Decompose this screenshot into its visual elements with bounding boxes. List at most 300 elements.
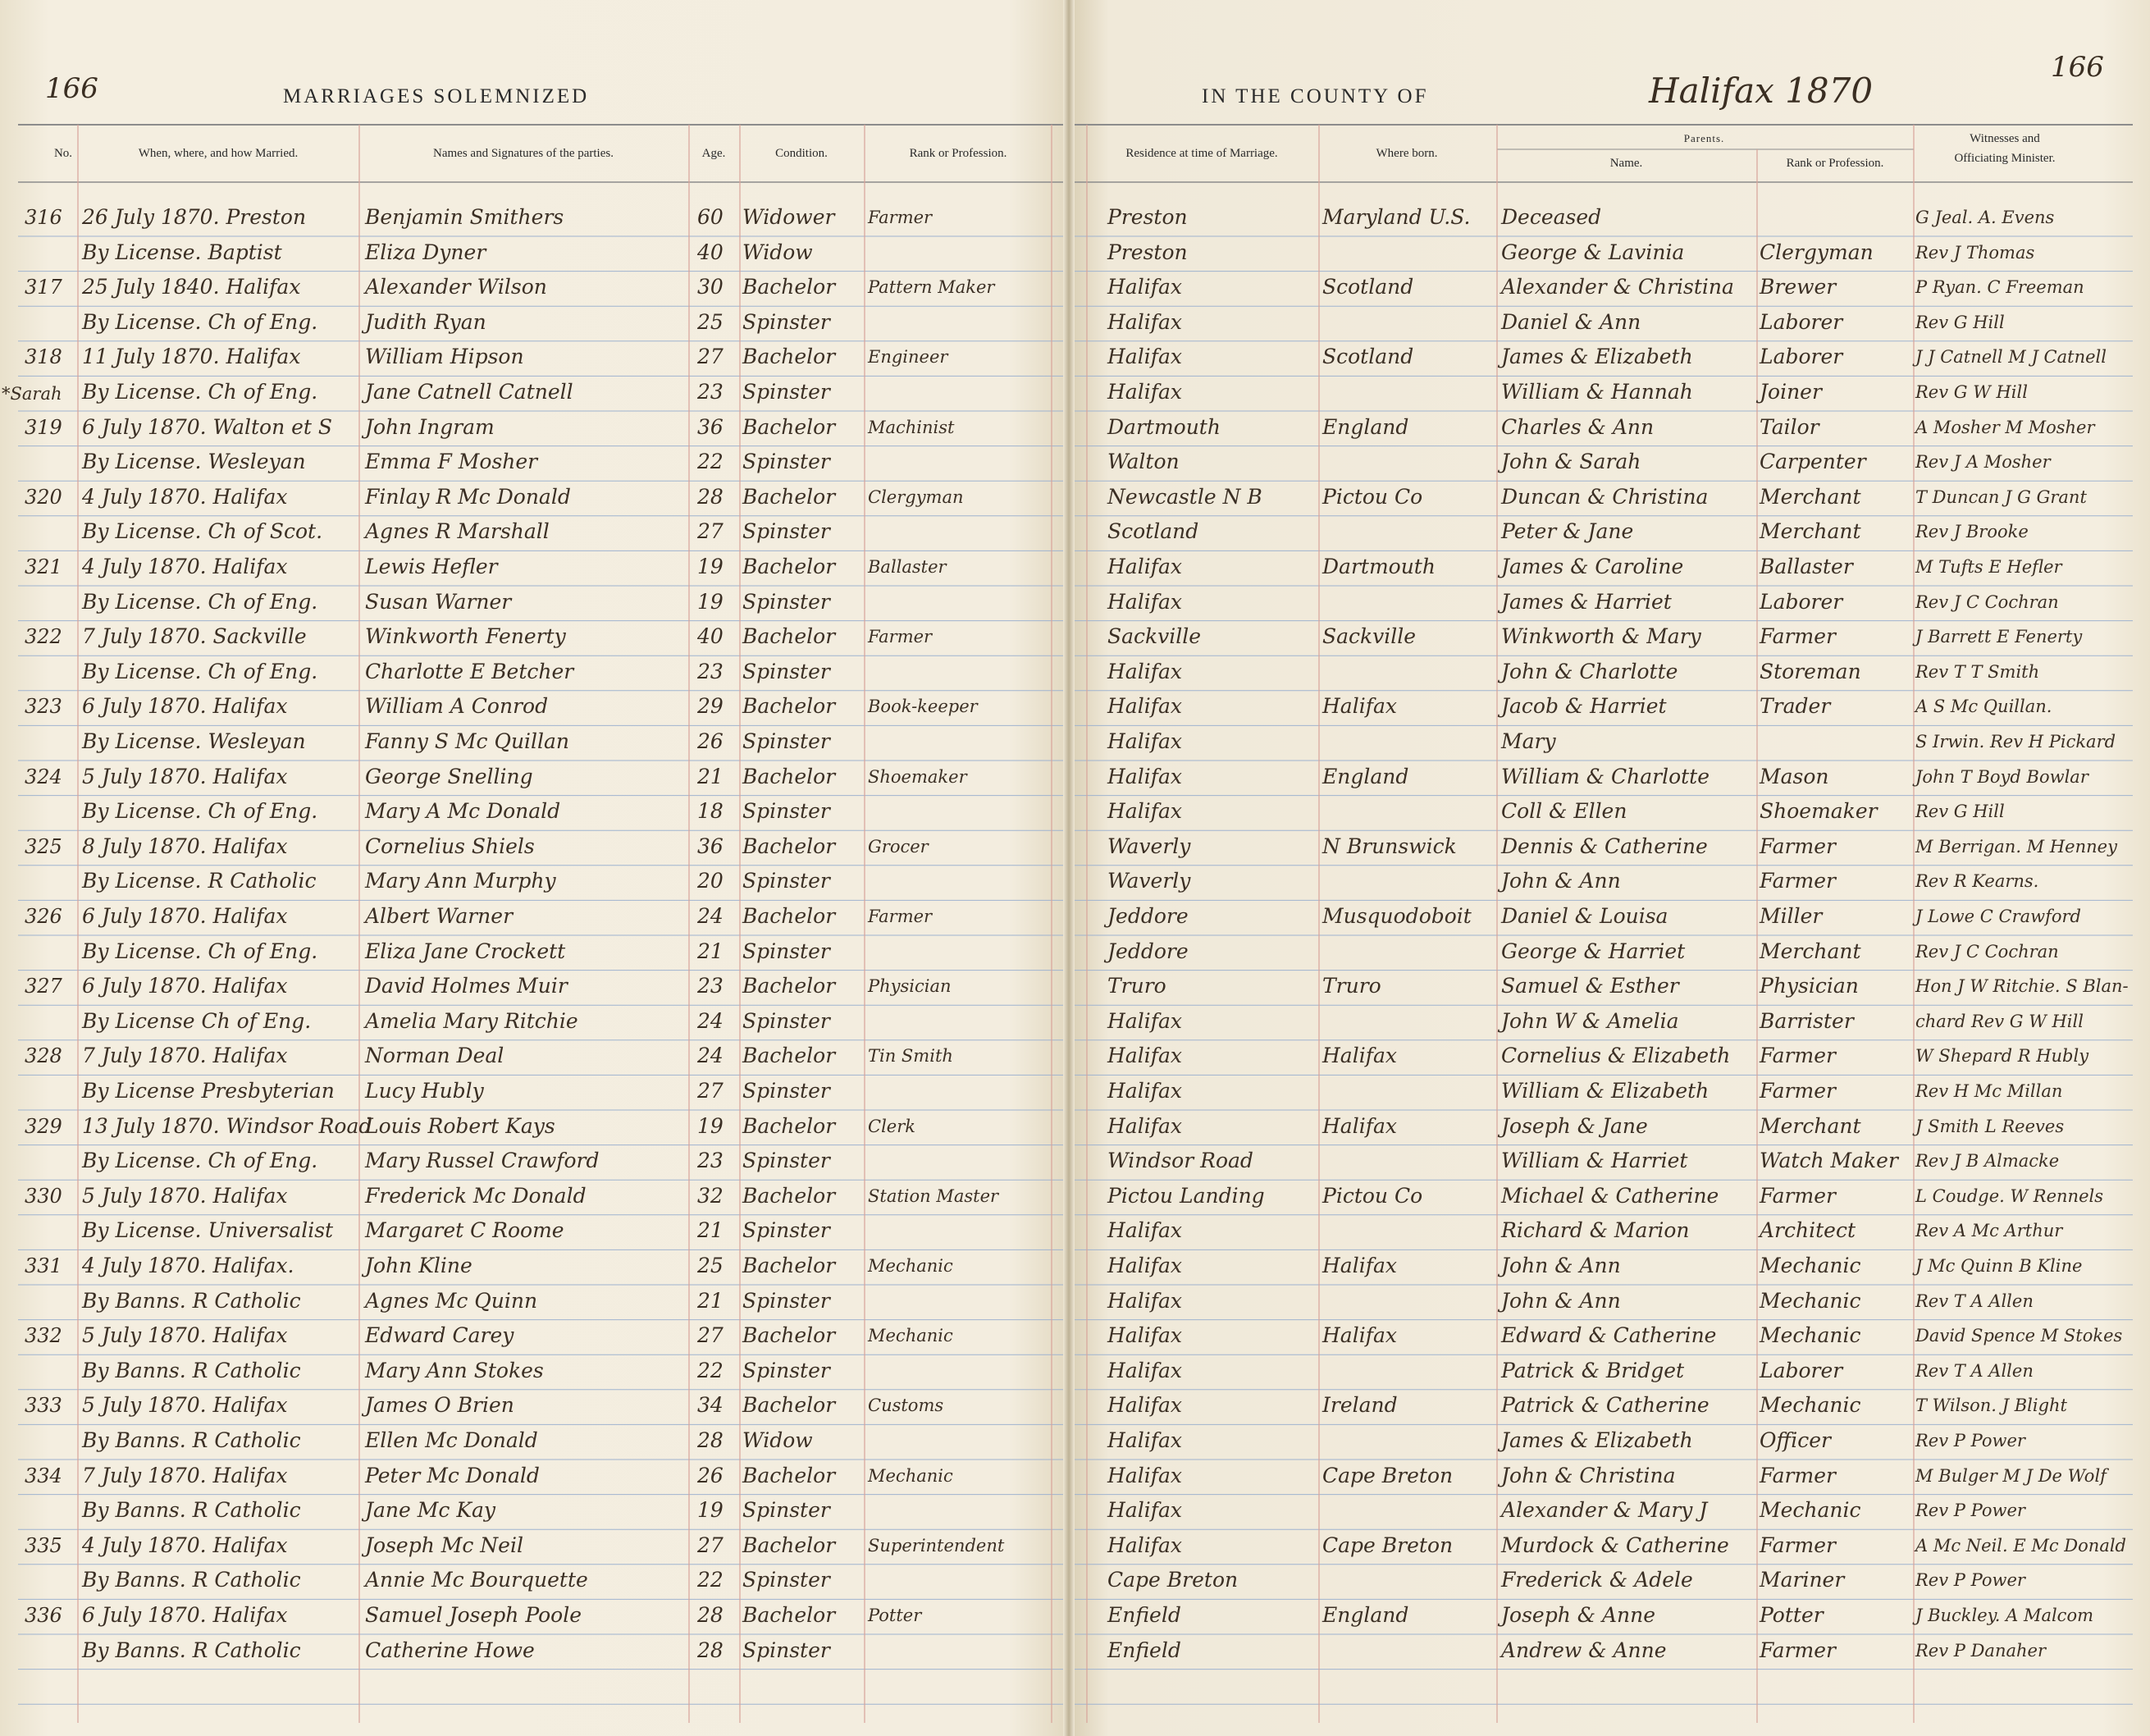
entry-name: William A Conrod [365, 694, 549, 719]
entry-prank: Farmer [1760, 1533, 1836, 1557]
entry-name: Peter Mc Donald [365, 1463, 540, 1487]
entry-age: 22 [697, 450, 724, 474]
margin-note: *Sarah [2, 384, 62, 404]
entry-no: 329 [25, 1114, 62, 1138]
entry-no: 321 [25, 555, 62, 578]
entry-rank: Potter [868, 1606, 922, 1625]
entry-cond: Spinster [742, 659, 830, 683]
col-head-age: Age. [701, 147, 726, 160]
entry-name: David Holmes Muir [365, 974, 568, 998]
entry-no: 328 [25, 1044, 62, 1068]
entry-name: Winkworth Fenerty [365, 624, 566, 649]
entry-rank: Clerk [868, 1116, 915, 1136]
entry-prank: Mason [1760, 764, 1829, 788]
entry-res: Halifax [1107, 1428, 1182, 1452]
entry-age: 27 [697, 1533, 724, 1557]
entry-cond: Bachelor [742, 624, 836, 649]
entry-rank: Engineer [868, 347, 948, 368]
entry-res: Sackville [1107, 624, 1202, 649]
entry-prank: Potter [1760, 1603, 1824, 1627]
entry-when: 4 July 1870. Halifax [82, 1533, 288, 1557]
entry-age: 28 [697, 1638, 724, 1662]
entry-prank: Merchant [1760, 939, 1861, 963]
entry-when: 4 July 1870. Halifax [82, 484, 288, 509]
entry-cond: Widow [742, 240, 813, 264]
entry-cond: Spinster [742, 1079, 830, 1103]
entry-name: Fanny S Mc Quillan [365, 729, 570, 753]
entry-when: By License. Ch of Scot. [82, 519, 323, 544]
entry-age: 30 [697, 275, 724, 299]
entry-no: 336 [25, 1604, 62, 1627]
entry-no: 320 [25, 485, 62, 509]
entry-wit: Rev G Hill [1915, 802, 2005, 822]
entry-wit: A Mc Neil. E Mc Donald [1915, 1535, 2126, 1556]
entry-wit: Rev T T Smith [1915, 661, 2040, 682]
entry-rank: Machinist [868, 417, 955, 437]
entry-rank: Book-keeper [868, 697, 978, 717]
entry-cond: Spinster [742, 1149, 830, 1173]
entry-born: Scotland [1322, 345, 1414, 369]
entry-wit: Hon J W Ritchie. S Blan- [1915, 976, 2129, 997]
entry-res: Halifax [1107, 1254, 1182, 1277]
entry-name: Finlay R Mc Donald [365, 484, 571, 509]
entry-cond: Bachelor [742, 904, 836, 928]
entry-age: 23 [697, 974, 724, 998]
entry-age: 21 [697, 764, 724, 788]
entry-wit: J J Catnell M J Catnell [1915, 347, 2107, 368]
entry-born: Sackville [1322, 624, 1417, 649]
entry-wit: T Duncan J G Grant [1915, 487, 2087, 507]
entry-cond: Bachelor [742, 974, 836, 998]
entry-when: 8 July 1870. Halifax [82, 834, 288, 858]
entry-parents: Alexander & Christina [1501, 275, 1734, 299]
entry-parents: Charles & Ann [1501, 414, 1655, 439]
entry-when: 26 July 1870. Preston [82, 205, 307, 229]
entry-parents: Daniel & Ann [1501, 309, 1641, 334]
entry-when: 13 July 1870. Windsor Road [82, 1113, 372, 1138]
entry-age: 19 [697, 555, 724, 578]
entry-age: 28 [697, 484, 724, 509]
entry-cond: Widow [742, 1428, 813, 1452]
entry-when: By Banns. R Catholic [82, 1358, 301, 1382]
entry-when: 7 July 1870. Halifax [82, 1044, 288, 1068]
entry-name: Norman Deal [365, 1044, 504, 1068]
entry-prank: Clergyman [1760, 240, 1874, 264]
col-head-residence: Residence at time of Marriage. [1125, 147, 1278, 160]
entry-prank: Laborer [1760, 589, 1843, 614]
entry-age: 24 [697, 1044, 724, 1068]
entry-when: By License. Ch of Eng. [82, 1149, 318, 1173]
entry-wit: Rev P Power [1915, 1570, 2025, 1591]
entry-born: England [1322, 1603, 1409, 1627]
book-gutter [1063, 0, 1075, 1736]
entry-when: By License. Ch of Eng. [82, 309, 318, 334]
entry-prank: Farmer [1760, 1079, 1836, 1103]
entry-cond: Spinster [742, 799, 830, 824]
entry-born: Halifax [1322, 1113, 1397, 1138]
entry-parents: Patrick & Catherine [1501, 1393, 1710, 1418]
entry-no: 322 [25, 625, 62, 649]
entry-cond: Widower [742, 205, 835, 229]
entry-when: By License. Ch of Eng. [82, 659, 318, 683]
entry-parents: Duncan & Christina [1501, 484, 1709, 509]
entry-born: Maryland U.S. [1322, 205, 1471, 229]
entry-born: Halifax [1322, 694, 1397, 719]
entry-cond: Bachelor [742, 1044, 836, 1068]
entry-rank: Farmer [868, 627, 933, 647]
entry-res: Enfield [1107, 1603, 1181, 1627]
entry-wit: L Coudge. W Rennels [1915, 1186, 2103, 1206]
entry-res: Halifax [1107, 1113, 1182, 1138]
entry-born: Halifax [1322, 1323, 1397, 1348]
entry-rank: Grocer [868, 836, 929, 857]
col-head-names: Names and Signatures of the parties. [433, 147, 614, 160]
col-head-parents-name: Name. [1609, 157, 1643, 170]
entry-name: Emma F Mosher [365, 450, 538, 474]
entry-wit: Rev G W Hill [1915, 382, 2028, 402]
entry-prank: Laborer [1760, 345, 1843, 369]
entry-cond: Bachelor [742, 345, 836, 369]
entry-wit: Rev T A Allen [1915, 1291, 2034, 1311]
entry-when: By Banns. R Catholic [82, 1638, 301, 1662]
entry-res: Jeddore [1107, 939, 1189, 963]
entry-wit: Rev H Mc Millan [1915, 1081, 2063, 1101]
entry-name: James O Brien [365, 1393, 514, 1418]
entry-when: By License. R Catholic [82, 869, 317, 893]
entry-prank: Barrister [1760, 1008, 1854, 1033]
entry-prank: Farmer [1760, 624, 1836, 649]
entry-wit: P Ryan. C Freeman [1915, 277, 2084, 298]
entry-prank: Ballaster [1760, 555, 1853, 578]
entry-no: 331 [25, 1254, 62, 1277]
entry-parents: John & Ann [1501, 869, 1621, 893]
entry-no: 325 [25, 834, 62, 858]
entry-wit: S Irwin. Rev H Pickard [1915, 732, 2116, 752]
entry-parents: James & Harriet [1501, 589, 1672, 614]
entry-wit: M Berrigan. M Henney [1915, 836, 2117, 857]
entry-no: 327 [25, 975, 62, 998]
entry-parents: John & Charlotte [1501, 659, 1678, 683]
entry-res: Pictou Landing [1107, 1183, 1265, 1208]
entry-prank: Trader [1760, 694, 1831, 719]
entry-when: By License. Ch of Eng. [82, 589, 318, 614]
entry-prank: Mechanic [1760, 1323, 1861, 1348]
county-name: Halifax 1870 [1649, 71, 1874, 111]
entry-res: Halifax [1107, 729, 1182, 753]
entry-no: 333 [25, 1394, 62, 1418]
entry-res: Halifax [1107, 1358, 1182, 1382]
entry-cond: Bachelor [742, 1254, 836, 1277]
entry-name: Alexander Wilson [365, 275, 547, 299]
entry-res: Halifax [1107, 1463, 1182, 1487]
entry-parents: Samuel & Esther [1501, 974, 1679, 998]
page-title-left: MARRIAGES SOLEMNIZED [283, 85, 590, 107]
entry-parents: Deceased [1501, 205, 1602, 229]
entry-when: By License. Baptist [82, 240, 282, 264]
entry-name: Agnes Mc Quinn [365, 1288, 538, 1313]
entry-age: 27 [697, 345, 724, 369]
entry-age: 60 [697, 205, 724, 229]
entry-wit: G Jeal. A. Evens [1915, 208, 2055, 227]
entry-age: 27 [697, 1079, 724, 1103]
entry-res: Truro [1107, 974, 1166, 998]
entry-no: 334 [25, 1464, 62, 1487]
entry-wit: Rev J C Cochran [1915, 941, 2059, 962]
entry-cond: Spinster [742, 869, 830, 893]
entry-born: Halifax [1322, 1044, 1397, 1068]
entry-no: 323 [25, 695, 62, 719]
entry-prank: Officer [1760, 1428, 1831, 1452]
entry-when: 5 July 1870. Halifax [82, 1183, 288, 1208]
entry-when: 6 July 1870. Walton et S [82, 414, 333, 439]
entry-age: 26 [697, 1463, 724, 1487]
entry-age: 19 [697, 589, 724, 614]
entry-parents: William & Harriet [1501, 1149, 1688, 1173]
entry-no: 330 [25, 1184, 62, 1208]
entry-wit: J Buckley. A Malcom [1915, 1606, 2094, 1625]
entry-no: 324 [25, 765, 62, 788]
entry-parents: James & Caroline [1501, 555, 1684, 578]
entry-name: Lucy Hubly [365, 1079, 484, 1103]
entry-born: Halifax [1322, 1254, 1397, 1277]
entry-prank: Farmer [1760, 1638, 1836, 1662]
entry-prank: Shoemaker [1760, 799, 1878, 824]
entry-res: Halifax [1107, 1393, 1182, 1418]
entry-name: Frederick Mc Donald [365, 1183, 587, 1208]
entry-age: 36 [697, 414, 724, 439]
entry-wit: J Smith L Reeves [1915, 1116, 2065, 1136]
entry-wit: Rev P Power [1915, 1501, 2025, 1521]
col-head-parents: Parents. [1683, 132, 1725, 144]
entry-name: Mary Ann Murphy [365, 869, 556, 893]
entry-name: Jane Mc Kay [365, 1498, 496, 1523]
page-title-right: IN THE COUNTY OF [1202, 85, 1429, 107]
entry-res: Cape Breton [1107, 1568, 1239, 1592]
entry-parents: Jacob & Harriet [1501, 694, 1667, 719]
entry-wit: M Bulger M J De Wolf [1915, 1465, 2107, 1486]
entry-parents: William & Hannah [1501, 380, 1693, 404]
entry-res: Halifax [1107, 1044, 1182, 1068]
entry-rank: Customs [868, 1396, 944, 1416]
entry-age: 24 [697, 904, 724, 928]
entry-no: 316 [25, 206, 62, 229]
entry-parents: Andrew & Anne [1501, 1638, 1667, 1662]
entry-when: By License. Ch of Eng. [82, 939, 318, 963]
entry-parents: William & Elizabeth [1501, 1079, 1710, 1103]
entry-wit: A Mosher M Mosher [1915, 417, 2095, 437]
entry-born: Pictou Co [1322, 1183, 1423, 1208]
entry-age: 25 [697, 309, 724, 334]
entry-cond: Spinster [742, 589, 830, 614]
entry-cond: Bachelor [742, 275, 836, 299]
entry-res: Halifax [1107, 764, 1182, 788]
entry-wit: Rev T A Allen [1915, 1360, 2034, 1381]
entry-name: Catherine Howe [365, 1638, 535, 1662]
entry-prank: Merchant [1760, 1113, 1861, 1138]
entry-parents: Coll & Ellen [1501, 799, 1627, 824]
entry-age: 28 [697, 1428, 724, 1452]
entry-born: Truro [1322, 974, 1381, 998]
entry-wit: John T Boyd Bowlar [1915, 766, 2088, 787]
entry-res: Halifax [1107, 309, 1182, 334]
entry-prank: Farmer [1760, 1183, 1836, 1208]
entry-when: By License. Ch of Eng. [82, 799, 318, 824]
entry-res: Halifax [1107, 1533, 1182, 1557]
entry-wit: Rev G Hill [1915, 312, 2005, 332]
col-head-when: When, where, and how Married. [138, 147, 299, 160]
entry-age: 22 [697, 1358, 724, 1382]
entry-born: Cape Breton [1322, 1463, 1454, 1487]
entry-wit: Rev R Kearns. [1915, 871, 2039, 892]
entry-res: Waverly [1107, 869, 1191, 893]
entry-name: George Snelling [365, 764, 533, 788]
entry-when: By License. Wesleyan [82, 450, 306, 474]
entry-age: 23 [697, 659, 724, 683]
entry-when: By Banns. R Catholic [82, 1498, 301, 1523]
entry-name: John Kline [365, 1254, 472, 1277]
entry-cond: Spinster [742, 380, 830, 404]
entry-no: 332 [25, 1324, 62, 1348]
entry-cond: Bachelor [742, 1323, 836, 1348]
entry-age: 29 [697, 694, 724, 719]
entry-age: 22 [697, 1568, 724, 1592]
entry-name: Susan Warner [365, 589, 512, 614]
entry-born: England [1322, 764, 1409, 788]
entry-born: N Brunswick [1322, 834, 1457, 858]
entry-when: 5 July 1870. Halifax [82, 764, 288, 788]
entry-prank: Architect [1760, 1218, 1856, 1243]
entry-rank: Ballaster [868, 557, 947, 577]
entry-name: William Hipson [365, 345, 524, 369]
entry-name: Mary Ann Stokes [365, 1358, 544, 1382]
entry-no: 318 [25, 345, 62, 369]
entry-name: Cornelius Shiels [365, 834, 535, 858]
col-head-condition: Condition. [775, 147, 828, 160]
entry-name: Joseph Mc Neil [365, 1533, 523, 1557]
entry-rank: Physician [868, 976, 952, 997]
entry-rank: Farmer [868, 907, 933, 926]
entry-wit: M Tufts E Hefler [1915, 557, 2062, 577]
entry-name: Eliza Jane Crockett [365, 939, 566, 963]
entry-wit: A S Mc Quillan. [1915, 697, 2052, 717]
entry-name: Margaret C Roome [365, 1218, 564, 1243]
entry-age: 21 [697, 1218, 724, 1243]
col-head-rank: Rank or Profession. [909, 147, 1007, 160]
entry-when: 4 July 1870. Halifax [82, 555, 288, 578]
entry-prank: Mechanic [1760, 1288, 1861, 1313]
entry-age: 21 [697, 939, 724, 963]
entry-age: 34 [697, 1393, 724, 1418]
entry-cond: Bachelor [742, 1113, 836, 1138]
entry-cond: Bachelor [742, 1463, 836, 1487]
entry-res: Halifax [1107, 1008, 1182, 1033]
entry-wit: J Mc Quinn B Kline [1915, 1256, 2083, 1276]
entry-cond: Bachelor [742, 1183, 836, 1208]
entry-born: Cape Breton [1322, 1533, 1454, 1557]
entry-prank: Merchant [1760, 484, 1861, 509]
entry-cond: Spinster [742, 939, 830, 963]
entry-res: Newcastle N B [1107, 484, 1262, 509]
entry-name: Judith Ryan [365, 309, 486, 334]
entry-born: Ireland [1322, 1393, 1398, 1418]
entry-parents: John & Ann [1501, 1254, 1621, 1277]
entry-cond: Bachelor [742, 834, 836, 858]
entry-name: Lewis Hefler [365, 555, 498, 578]
entry-when: 25 July 1840. Halifax [82, 275, 301, 299]
entry-age: 36 [697, 834, 724, 858]
col-head-witnesses-1: Witnesses and [1970, 132, 2040, 145]
entry-wit: Rev J B Almacke [1915, 1151, 2060, 1172]
entry-no: 326 [25, 905, 62, 928]
entry-res: Preston [1107, 205, 1188, 229]
entry-prank: Farmer [1760, 1044, 1836, 1068]
entry-age: 28 [697, 1603, 724, 1627]
entry-no: 319 [25, 415, 62, 439]
entry-name: Ellen Mc Donald [365, 1428, 538, 1452]
entry-born: Dartmouth [1322, 555, 1436, 578]
entry-wit: Rev J C Cochran [1915, 592, 2059, 612]
entry-when: 6 July 1870. Halifax [82, 904, 288, 928]
entry-cond: Spinster [742, 1008, 830, 1033]
entry-prank: Mechanic [1760, 1498, 1861, 1523]
entry-cond: Spinster [742, 1218, 830, 1243]
entry-age: 23 [697, 1149, 724, 1173]
entry-parents: Dennis & Catherine [1501, 834, 1708, 858]
entry-cond: Bachelor [742, 764, 836, 788]
entry-age: 19 [697, 1113, 724, 1138]
entry-age: 26 [697, 729, 724, 753]
entry-age: 27 [697, 1323, 724, 1348]
entry-cond: Spinster [742, 1638, 830, 1662]
entry-res: Halifax [1107, 1079, 1182, 1103]
entry-born: Pictou Co [1322, 484, 1423, 509]
entry-name: Mary Russel Crawford [365, 1149, 600, 1173]
entry-cond: Spinster [742, 450, 830, 474]
entry-cond: Bachelor [742, 555, 836, 578]
entry-res: Halifax [1107, 659, 1182, 683]
entry-res: Waverly [1107, 834, 1191, 858]
col-head-witnesses-2: Officiating Minister. [1954, 152, 2056, 165]
entry-rank: Pattern Maker [868, 277, 995, 298]
entry-wit: Rev J Brooke [1915, 522, 2029, 542]
entry-parents: Daniel & Louisa [1501, 904, 1668, 928]
entry-parents: Joseph & Jane [1501, 1113, 1648, 1138]
entry-res: Halifax [1107, 380, 1182, 404]
entry-parents: Mary [1501, 729, 1556, 753]
entry-born: Scotland [1322, 275, 1414, 299]
entry-res: Halifax [1107, 1288, 1182, 1313]
entry-parents: Richard & Marion [1501, 1218, 1690, 1243]
entry-when: 7 July 1870. Sackville [82, 624, 307, 649]
entry-rank: Clergyman [868, 487, 964, 507]
entry-rank: Shoemaker [868, 766, 967, 787]
entry-parents: Patrick & Bridget [1501, 1358, 1685, 1382]
entry-name: Edward Carey [365, 1323, 514, 1348]
entry-wit: David Spence M Stokes [1915, 1326, 2123, 1346]
entry-res: Halifax [1107, 694, 1182, 719]
entry-age: 24 [697, 1008, 724, 1033]
entry-rank: Tin Smith [868, 1046, 953, 1067]
entry-name: Agnes R Marshall [365, 519, 550, 544]
entry-name: Louis Robert Kays [365, 1113, 555, 1138]
entry-when: By Banns. R Catholic [82, 1428, 301, 1452]
entry-parents: Cornelius & Elizabeth [1501, 1044, 1731, 1068]
entry-res: Halifax [1107, 555, 1182, 578]
entry-prank: Tailor [1760, 414, 1819, 439]
entry-name: Benjamin Smithers [365, 205, 564, 229]
entry-parents: James & Elizabeth [1501, 345, 1693, 369]
entry-name: Amelia Mary Ritchie [365, 1008, 578, 1033]
